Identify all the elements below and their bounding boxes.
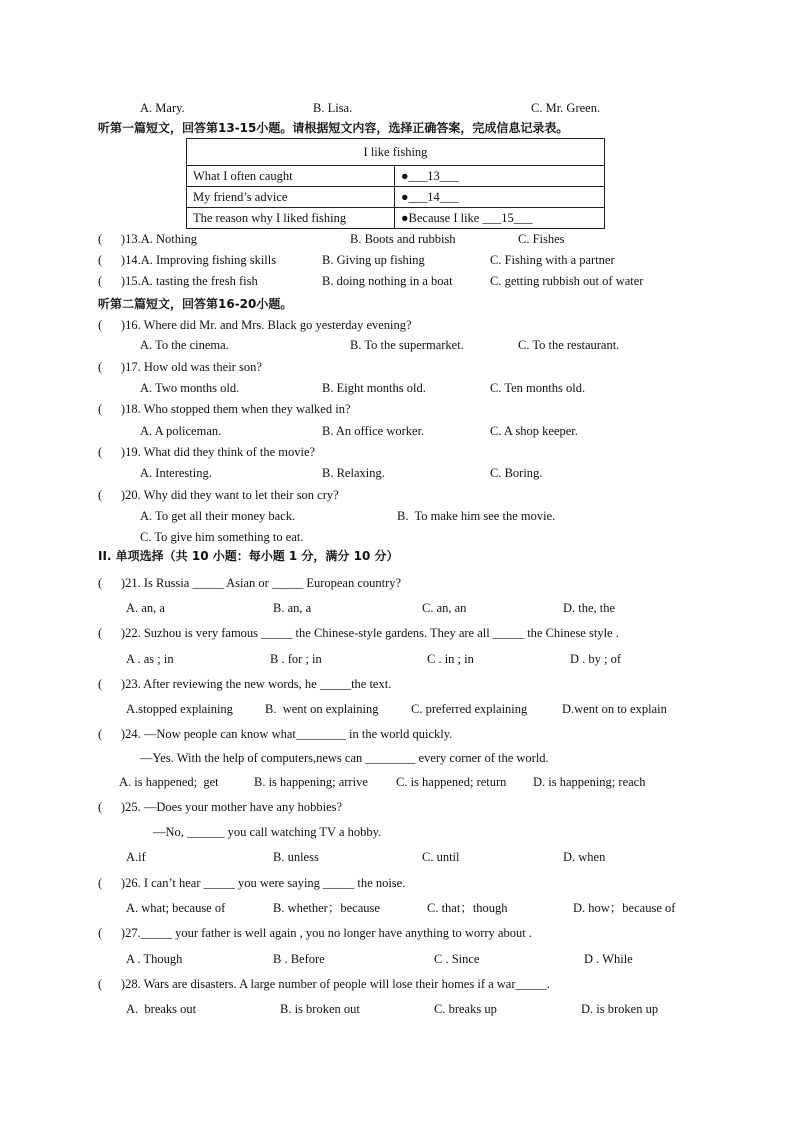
table-row [187, 208, 605, 229]
q17-option-a: A. Two months old. [140, 381, 240, 395]
q15-stem: ( )15.A. tasting the fresh fish [98, 274, 258, 288]
q26-option-a: A. what; because of [126, 901, 226, 915]
q15-option-c: C. getting rubbish out of water [490, 274, 644, 288]
q21-option-d: D. the, the [563, 601, 616, 615]
q17-stem: ( )17. How old was their son? [98, 360, 262, 374]
q22-option-b: B . for ; in [270, 652, 322, 666]
q23-option-b: B. went on explaining [265, 702, 379, 716]
q20-stem: ( )20. Why did they want to let their son cry? [98, 488, 339, 502]
q19-option-c: C. Boring. [490, 466, 543, 480]
q24-line2: —Yes. With the help of computers,news can ________ every corner of the world. [140, 751, 549, 765]
q21-stem: ( )21. Is Russia _____ Asian or _____ European country? [98, 576, 402, 590]
q12-option-a: A. Mary. [140, 101, 185, 115]
q23-stem: ( )23. After reviewing the new words, he _____the text. [98, 677, 392, 691]
q19-option-a: A. Interesting. [140, 466, 212, 480]
q17-option-c: C. Ten months old. [490, 381, 586, 395]
q14-option-c: C. Fishing with a partner [490, 253, 615, 267]
q16-option-a: A. To the cinema. [140, 338, 229, 352]
q18-stem: ( )18. Who stopped them when they walked in? [98, 402, 351, 416]
table-cell-value: ●___13___ [395, 166, 605, 187]
q16-option-c: C. To the restaurant. [518, 338, 620, 352]
q25-stem: ( )25. —Does your mother have any hobbies? [98, 800, 343, 814]
q18-option-b: B. An office worker. [322, 424, 425, 438]
q25-option-a: A.if [126, 850, 146, 864]
q15-option-b: B. doing nothing in a boat [322, 274, 453, 288]
q21-option-b: B. an, a [273, 601, 312, 615]
q14-option-b: B. Giving up fishing [322, 253, 425, 267]
q19-option-b: B. Relaxing. [322, 466, 385, 480]
q26-option-c: C. that；though [427, 901, 508, 915]
q22-option-d: D . by ; of [570, 652, 622, 666]
q23-option-d: D.went on to explain [562, 702, 667, 716]
q28-stem: ( )28. Wars are disasters. A large number of people will lose their homes if a war_____. [98, 977, 550, 991]
q22-stem: ( )22. Suzhou is very famous _____ the Chinese-style gardens. They are all _____ the Chinese style . [98, 626, 619, 640]
q23-option-a: A.stopped explaining [126, 702, 233, 716]
table-cell-label: The reason why I liked fishing [187, 208, 395, 229]
table-row [187, 187, 605, 208]
q27-option-d: D . While [584, 952, 633, 966]
q24-option-c: C. is happened; return [396, 775, 507, 789]
q26-option-d: D. how；because of [573, 901, 676, 915]
q13-stem: ( )13.A. Nothing [98, 232, 197, 246]
q20-option-b: B. To make him see the movie. [397, 509, 556, 523]
q13-option-c: C. Fishes [518, 232, 565, 246]
q27-option-a: A . Though [126, 952, 183, 966]
q17-option-b: B. Eight months old. [322, 381, 426, 395]
q23-option-c: C. preferred explaining [411, 702, 528, 716]
q13-option-b: B. Boots and rubbish [350, 232, 456, 246]
q25-line2: —No, ______ you call watching TV a hobby. [153, 825, 382, 839]
section2-instruction: 听第二篇短文，回答第16-20小题。 [98, 297, 293, 311]
q28-option-c: C. breaks up [434, 1002, 497, 1016]
table-row [187, 166, 605, 187]
q21-option-c: C. an, an [422, 601, 467, 615]
q18-option-a: A. A policeman. [140, 424, 222, 438]
q27-stem: ( )27._____ your father is well again , you no longer have anything to worry about . [98, 926, 532, 940]
table-cell-label: What I often caught [187, 166, 395, 187]
q20-option-c: C. To give him something to eat. [140, 530, 304, 544]
q14-stem: ( )14.A. Improving fishing skills [98, 253, 277, 267]
q12-option-b: B. Lisa. [313, 101, 353, 115]
table-cell-value: ●___14___ [395, 187, 605, 208]
q28-option-b: B. is broken out [280, 1002, 360, 1016]
q16-option-b: B. To the supermarket. [350, 338, 464, 352]
table-cell-value: ●Because I like ___15___ [395, 208, 605, 229]
q20-option-a: A. To get all their money back. [140, 509, 296, 523]
q21-option-a: A. an, a [126, 601, 165, 615]
q22-option-c: C . in ; in [427, 652, 474, 666]
q24-option-a: A. is happened; get [119, 775, 219, 789]
info-table [186, 138, 605, 229]
q28-option-a: A. breaks out [126, 1002, 197, 1016]
section1-instruction: 听第一篇短文，回答第13-15小题。请根据短文内容，选择正确答案，完成信息记录表。 [98, 121, 569, 135]
q28-option-d: D. is broken up [581, 1002, 659, 1016]
q25-option-d: D. when [563, 850, 606, 864]
q26-option-b: B. whether；because [273, 901, 380, 915]
q25-option-b: B. unless [273, 850, 319, 864]
q18-option-c: C. A shop keeper. [490, 424, 578, 438]
table-cell-label: My friend’s advice [187, 187, 395, 208]
q24-option-b: B. is happening; arrive [254, 775, 368, 789]
q12-option-c: C. Mr. Green. [531, 101, 601, 115]
q26-stem: ( )26. I can’t hear _____ you were saying _____ the noise. [98, 876, 406, 890]
q25-option-c: C. until [422, 850, 460, 864]
q24-option-d: D. is happening; reach [533, 775, 646, 789]
q22-option-a: A . as ; in [126, 652, 174, 666]
q19-stem: ( )19. What did they think of the movie? [98, 445, 316, 459]
q16-stem: ( )16. Where did Mr. and Mrs. Black go yesterday evening? [98, 318, 412, 332]
q27-option-c: C . Since [434, 952, 480, 966]
section3-heading: II. 单项选择（共 10 小题：每小题 1 分，满分 10 分） [98, 549, 399, 563]
q24-stem: ( )24. —Now people can know what________ in the world quickly. [98, 727, 453, 741]
info-table-title: I like fishing [187, 139, 605, 166]
q27-option-b: B . Before [273, 952, 325, 966]
